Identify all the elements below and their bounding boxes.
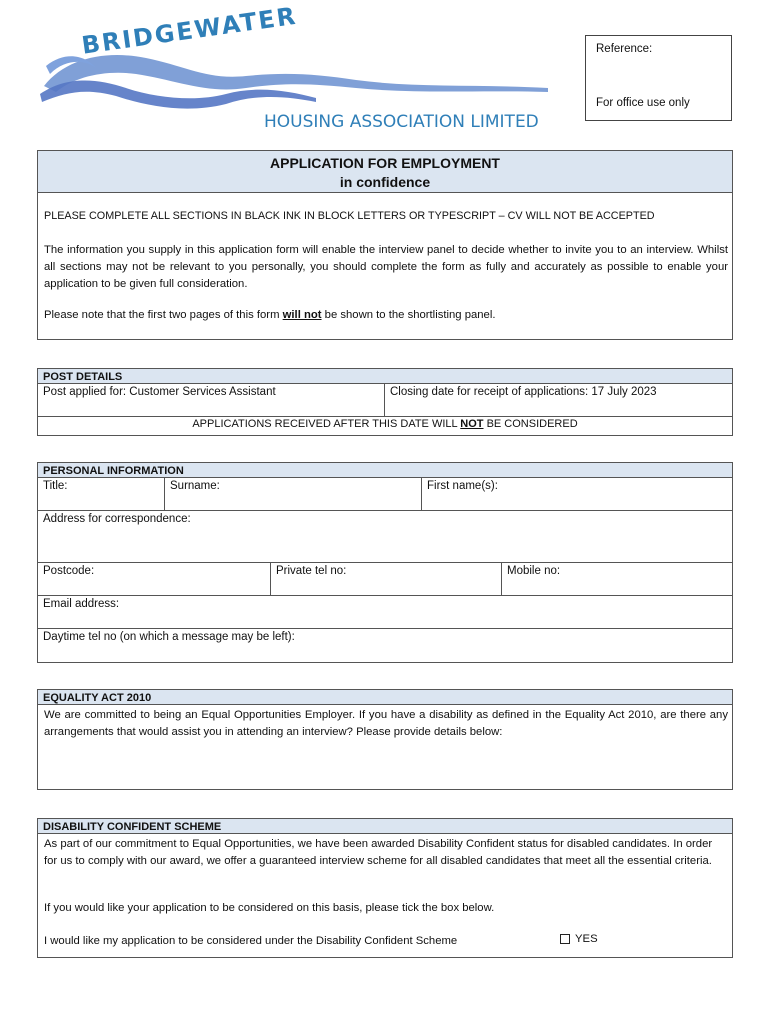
office-use-label: For office use only [596, 97, 690, 109]
post-applied-field[interactable]: Post applied for: Customer Services Assistant [38, 384, 385, 417]
daytime-tel-field[interactable]: Daytime tel no (on which a message may be left): [43, 631, 295, 643]
first-names-field[interactable]: First name(s): [422, 478, 732, 511]
intro-header [38, 151, 732, 193]
form-subtitle: in confidence [339, 174, 431, 190]
disability-confident-heading: DISABILITY CONFIDENT SCHEME [38, 819, 732, 834]
intro-section [37, 150, 733, 340]
mobile-field[interactable]: Mobile no: [502, 563, 732, 596]
warning-text-end: BE CONSIDERED [483, 418, 578, 430]
reference-label: Reference: [596, 43, 653, 55]
personal-info-section [37, 462, 733, 663]
yes-label: YES [575, 933, 598, 945]
instruction-text: PLEASE COMPLETE ALL SECTIONS IN BLACK INK IN BLOCK LETTERS OR TYPESCRIPT – CV WILL NOT BE ACCEPTED [44, 210, 655, 222]
office-use-box [585, 35, 732, 121]
association-logo [36, 1, 556, 140]
disability-confident-section [37, 818, 733, 958]
yes-checkbox[interactable] [560, 933, 598, 945]
form-title: APPLICATION FOR EMPLOYMENT [270, 155, 500, 171]
late-application-warning [38, 418, 732, 430]
equality-act-section [37, 689, 733, 790]
logo-wordmark: BRIDGEWATER [80, 1, 299, 60]
personal-info-heading: PERSONAL INFORMATION [38, 463, 732, 478]
equality-act-heading: EQUALITY ACT 2010 [38, 690, 732, 705]
note-text-end: be shown to the shortlisting panel. [321, 309, 496, 321]
warning-emphasis: NOT [460, 418, 484, 430]
email-field[interactable]: Email address: [38, 596, 732, 629]
scheme-statement: I would like my application to be considered under the Disability Confident Scheme [44, 935, 458, 947]
private-tel-field[interactable]: Private tel no: [271, 563, 502, 596]
note-text-start: Please note that the first two pages of this form [44, 309, 283, 321]
closing-date-field: Closing date for receipt of applications: 17 July 2023 [385, 384, 732, 417]
equality-details-area[interactable] [38, 742, 732, 788]
post-details-heading: POST DETAILS [38, 369, 732, 384]
title-field[interactable]: Title: [38, 478, 165, 511]
tick-instruction: If you would like your application to be considered on this basis, please tick the box below. [44, 902, 495, 914]
postcode-field[interactable]: Postcode: [38, 563, 271, 596]
post-details-section [37, 368, 733, 436]
surname-field[interactable]: Surname: [165, 478, 422, 511]
disability-confident-text: As part of our commitment to Equal Opportunities, we have been awarded Disability Confident status for disabled candidates. In order for us to comply with our award, we offer a guaranteed interview scheme for all disabled candidates that meet all the essential criteria. [44, 838, 713, 867]
address-field[interactable]: Address for correspondence: [38, 511, 732, 563]
note-emphasis: will not [282, 309, 322, 321]
shortlisting-note [44, 309, 496, 321]
warning-text-start: APPLICATIONS RECEIVED AFTER THIS DATE WILL [192, 418, 461, 430]
checkbox-empty-icon[interactable] [560, 934, 570, 944]
logo-subtitle: HOUSING ASSOCIATION LIMITED [264, 112, 539, 132]
intro-paragraph: The information you supply in this application form will enable the interview panel to decide whether to invite you to an interview. Whilst all sections may not be relevant to you personally, you should complete the form as fully and accurately as possible to enable your application to be given full consideration. [44, 244, 728, 290]
equality-act-text: We are committed to being an Equal Opportunities Employer. If you have a disability as defined in the Equality Act 2010, are there any arrangements that would assist you in attending an interview? Please provide details below: [44, 709, 728, 738]
